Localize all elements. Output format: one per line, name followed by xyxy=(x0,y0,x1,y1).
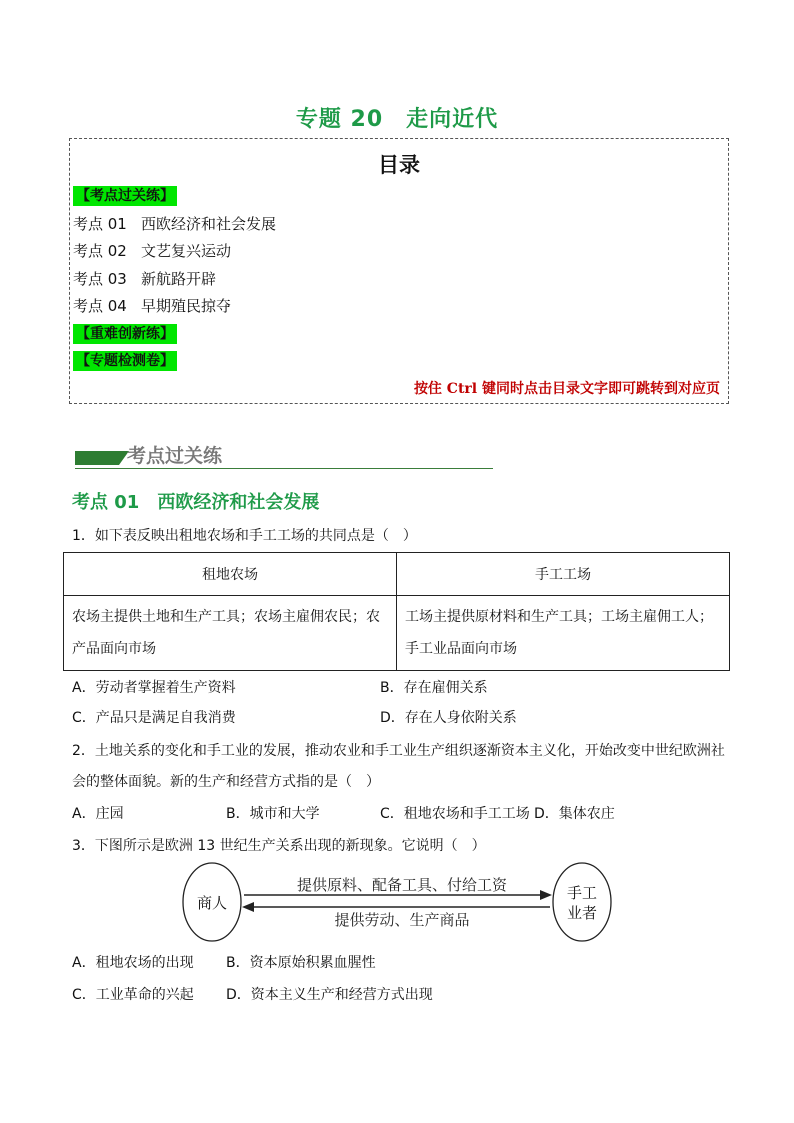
toc-link-difficult-practice[interactable]: 【重难创新练】 xyxy=(73,324,177,344)
toc-heading: 目录 xyxy=(378,153,420,177)
q2-option-c: C．租地农场和手工工场 xyxy=(380,806,530,822)
craftsman-circle xyxy=(553,863,611,941)
q1-option-d: D．存在人身依附关系 xyxy=(380,710,517,726)
section-banner xyxy=(75,441,495,471)
bottom-arrow-label: 提供劳动、生产商品 xyxy=(334,911,470,929)
q1-option-c: C．产品只是满足自我消费 xyxy=(72,710,236,726)
question-2-stem-line2: 会的整体面貌。新的生产和经营方式指的是（ ） xyxy=(72,774,380,790)
craftsman-label-line1: 手工 xyxy=(566,884,598,902)
question-2-stem-line1: 2．土地关系的变化和手工业的发展，推动农业和手工业生产组织逐渐资本主义化，开始改变中世纪欧洲社 xyxy=(72,743,725,759)
toc-link-topic-test[interactable]: 【专题检测卷】 xyxy=(73,351,177,371)
question-1-table xyxy=(63,552,730,671)
banner-title: 考点过关练 xyxy=(127,445,223,467)
q3-option-a: A．租地农场的出现 xyxy=(72,955,194,971)
merchant-label: 商人 xyxy=(196,894,228,912)
q1-option-a: A．劳动者掌握着生产资料 xyxy=(72,680,236,696)
q1-option-b: B．存在雇佣关系 xyxy=(380,680,488,696)
table-of-contents xyxy=(69,138,729,404)
merchant-craftsman-diagram xyxy=(180,862,612,946)
question-3-stem: 3．下图所示是欧洲 13 世纪生产关系出现的新现象。它说明（ ） xyxy=(72,838,486,854)
table-cell-workshop: 工场主提供原材料和生产工具；工场主雇佣工人；手工业品面向市场 xyxy=(397,596,730,671)
toc-item-kaodian-03[interactable]: 考点 03 新航路开辟 xyxy=(73,270,217,288)
toc-item-kaodian-04[interactable]: 考点 04 早期殖民掠夺 xyxy=(73,297,232,315)
q3-option-b: B．资本原始积累血腥性 xyxy=(226,955,376,971)
table-header-workshop: 手工工场 xyxy=(397,553,730,596)
banner-underline xyxy=(75,468,493,469)
toc-item-kaodian-02[interactable]: 考点 02 文艺复兴运动 xyxy=(73,242,232,260)
q2-option-d: D．集体农庄 xyxy=(534,806,615,822)
banner-decoration xyxy=(75,451,119,465)
table-header-rented-farm: 租地农场 xyxy=(64,553,397,596)
page-title: 专题 20 走向近代 xyxy=(295,107,499,132)
toc-link-kaodian-practice[interactable]: 【考点过关练】 xyxy=(73,186,177,206)
toc-item-kaodian-01[interactable]: 考点 01 西欧经济和社会发展 xyxy=(73,215,277,233)
ctrl-click-note: 按住 Ctrl 键同时点击目录文字即可跳转到对应页 xyxy=(413,381,720,397)
q3-option-d: D．资本主义生产和经营方式出现 xyxy=(226,987,433,1003)
arrowhead-right xyxy=(540,890,552,900)
q2-option-b: B．城市和大学 xyxy=(226,806,320,822)
table-cell-rented-farm: 农场主提供土地和生产工具；农场主雇佣农民；农产品面向市场 xyxy=(64,596,397,671)
kaodian-01-heading: 考点 01 西欧经济和社会发展 xyxy=(72,492,320,513)
q2-option-a: A．庄园 xyxy=(72,806,124,822)
question-1-stem: 1．如下表反映出租地农场和手工工场的共同点是（ ） xyxy=(72,528,417,544)
q3-option-c: C．工业革命的兴起 xyxy=(72,987,194,1003)
arrowhead-left xyxy=(242,902,254,912)
craftsman-label-line2: 业者 xyxy=(566,904,598,922)
top-arrow-label: 提供原料、配备工具、付给工资 xyxy=(296,876,508,894)
